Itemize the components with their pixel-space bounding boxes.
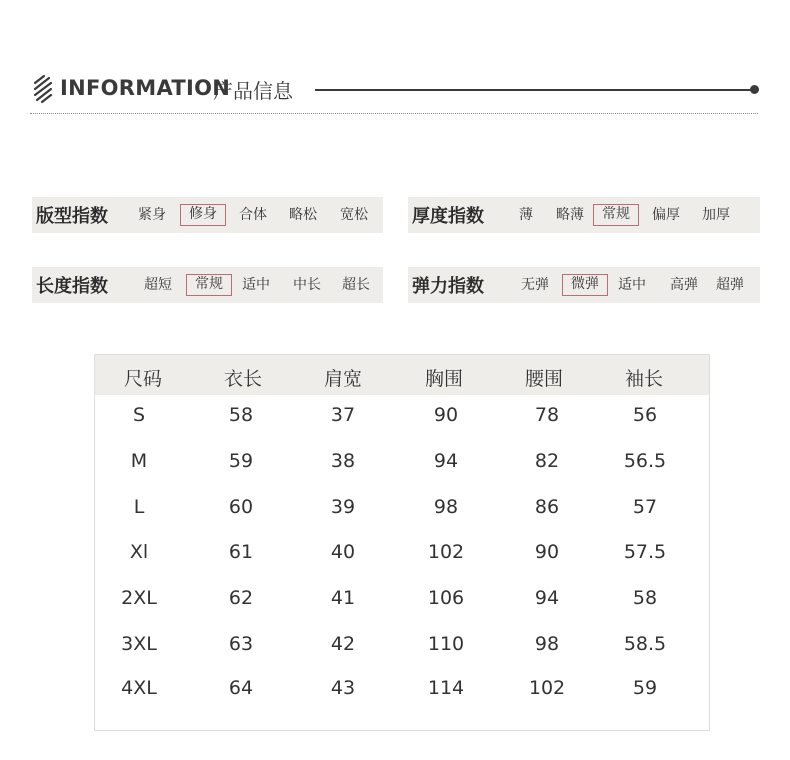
index-option-selected: 修身 (180, 204, 226, 226)
measurement-cell: 110 (427, 633, 465, 655)
index-option-selected: 常规 (593, 204, 639, 226)
measurement-cell: 41 (330, 587, 356, 609)
index-title: 长度指数 (36, 276, 108, 297)
measurement-cell: 90 (534, 541, 560, 563)
dotted-divider (30, 113, 758, 114)
index-panel-elasticity (408, 267, 760, 303)
index-option: 无弹 (521, 277, 549, 293)
measurement-cell: 106 (427, 587, 465, 609)
header-rule (315, 89, 752, 91)
index-option: 高弹 (670, 277, 698, 293)
header-title-cn: 产品信息 (213, 79, 293, 103)
size-label-cell: S (132, 404, 146, 426)
table-header-cell: 腰围 (524, 368, 563, 390)
table-header-cell: 胸围 (424, 368, 463, 390)
measurement-cell: 43 (330, 677, 356, 699)
index-option: 略薄 (556, 207, 584, 223)
measurement-cell: 61 (228, 541, 254, 563)
table-header-cell: 袖长 (624, 368, 663, 390)
table-header-cell: 尺码 (123, 368, 162, 390)
index-option: 中长 (293, 277, 321, 293)
header-rule-dot (750, 85, 759, 94)
measurement-cell: 64 (228, 677, 254, 699)
index-option: 偏厚 (652, 207, 680, 223)
table-header-row (95, 355, 709, 395)
measurement-cell: 58 (632, 587, 658, 609)
measurement-cell: 86 (534, 496, 560, 518)
measurement-cell: 56 (632, 404, 658, 426)
size-label-cell: 4XL (121, 677, 157, 699)
index-option: 超弹 (716, 277, 744, 293)
measurement-cell: 56.5 (623, 450, 667, 472)
measurement-cell: 57 (632, 496, 658, 518)
measurement-cell: 58.5 (623, 633, 667, 655)
size-label-cell: M (130, 450, 148, 472)
index-option: 适中 (618, 277, 646, 293)
measurement-cell: 40 (330, 541, 356, 563)
stripes-logo-icon (32, 74, 54, 104)
measurement-cell: 94 (534, 587, 560, 609)
measurement-cell: 62 (228, 587, 254, 609)
index-option: 紧身 (138, 207, 166, 223)
size-label-cell: Xl (129, 541, 149, 563)
measurement-cell: 59 (228, 450, 254, 472)
measurement-cell: 38 (330, 450, 356, 472)
index-panel-thickness (408, 197, 760, 233)
measurement-cell: 59 (632, 677, 658, 699)
header-title-en: INFORMATION (60, 76, 231, 100)
measurement-cell: 58 (228, 404, 254, 426)
size-table (94, 354, 710, 731)
measurement-cell: 82 (534, 450, 560, 472)
table-header-cell: 衣长 (223, 368, 262, 390)
measurement-cell: 63 (228, 633, 254, 655)
index-title: 版型指数 (36, 206, 108, 227)
measurement-cell: 42 (330, 633, 356, 655)
measurement-cell: 37 (330, 404, 356, 426)
measurement-cell: 60 (228, 496, 254, 518)
measurement-cell: 102 (427, 541, 465, 563)
index-option: 薄 (519, 207, 533, 223)
index-option: 加厚 (702, 207, 730, 223)
size-label-cell: 3XL (121, 633, 157, 655)
measurement-cell: 90 (433, 404, 459, 426)
measurement-cell: 39 (330, 496, 356, 518)
measurement-cell: 98 (433, 496, 459, 518)
index-option: 超长 (342, 277, 370, 293)
measurement-cell: 98 (534, 633, 560, 655)
index-title: 弹力指数 (412, 276, 484, 297)
index-title: 厚度指数 (412, 206, 484, 227)
size-label-cell: 2XL (121, 587, 157, 609)
info-header (30, 72, 760, 106)
measurement-cell: 114 (427, 677, 465, 699)
index-option-selected: 微弹 (562, 274, 608, 296)
measurement-cell: 94 (433, 450, 459, 472)
measurement-cell: 102 (528, 677, 566, 699)
index-option: 略松 (289, 207, 317, 223)
index-option: 合体 (239, 207, 267, 223)
index-option: 超短 (144, 277, 172, 293)
index-panel-length (32, 267, 383, 303)
index-option: 宽松 (340, 207, 368, 223)
index-option-selected: 常规 (186, 274, 232, 296)
measurement-cell: 78 (534, 404, 560, 426)
index-option: 适中 (242, 277, 270, 293)
size-label-cell: L (133, 496, 145, 518)
measurement-cell: 57.5 (623, 541, 667, 563)
index-panel-fit (32, 197, 383, 233)
table-header-cell: 肩宽 (323, 368, 362, 390)
